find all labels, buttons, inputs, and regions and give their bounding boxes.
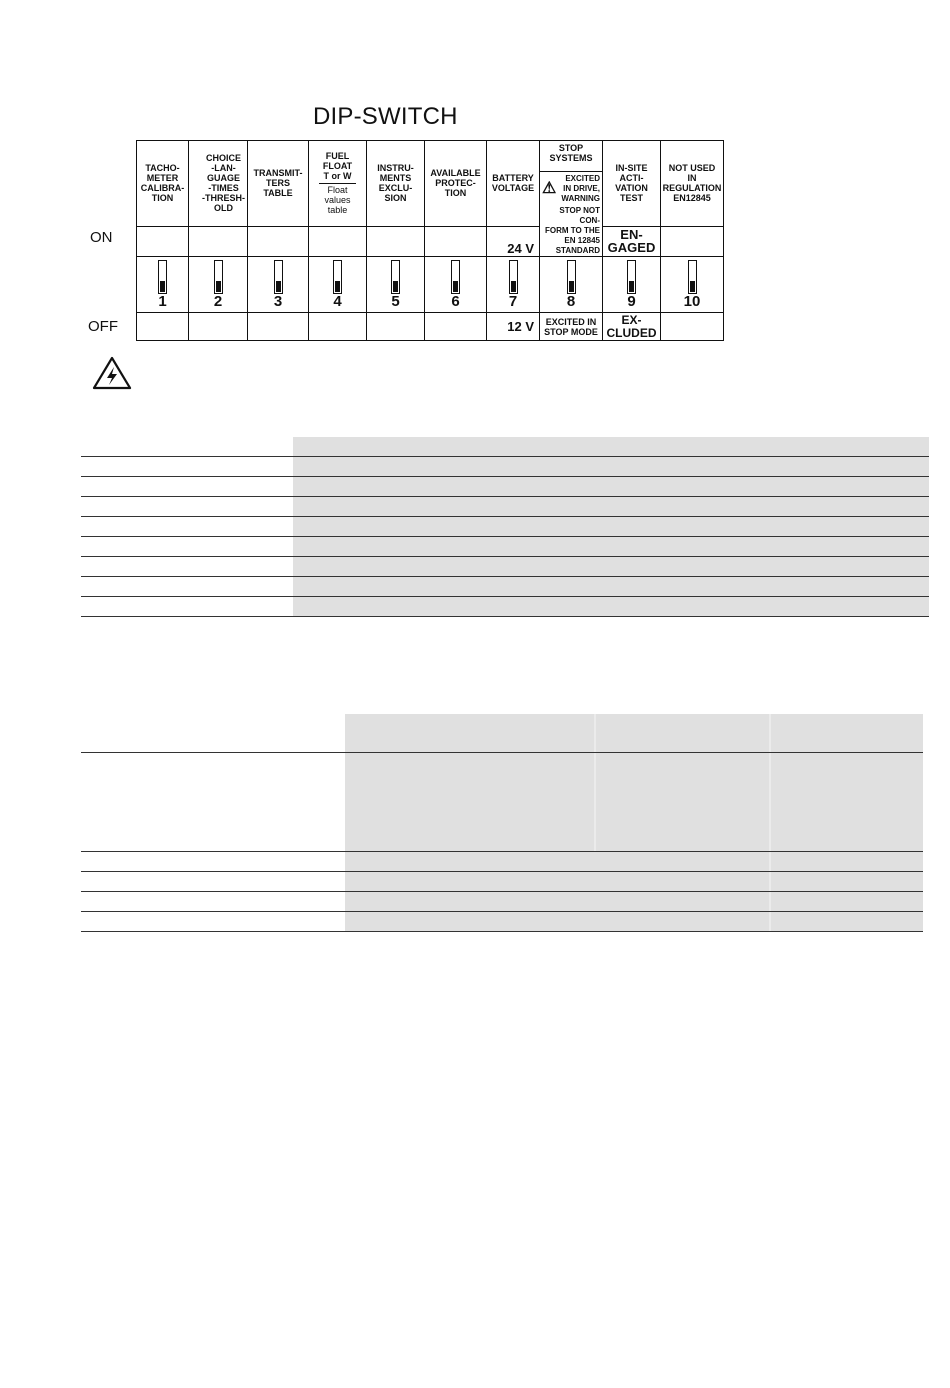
high-voltage-warning-icon: [92, 356, 132, 390]
off-cell-1: [137, 313, 189, 341]
off-cell-5: [367, 313, 425, 341]
dip-switch-6[interactable]: 6: [425, 257, 487, 313]
on-cell-6: [425, 226, 487, 256]
on-cell-3: [248, 226, 309, 256]
off-cell-4: [309, 313, 367, 341]
header-stop-systems: STOP SYSTEMS ⚠ EXCITED IN DRIVE, WARNING STOP NOT CON- FORM TO THE EN 12845 STANDARD: [540, 141, 603, 257]
header-instruments-exclusion: INSTRU- MENTS EXCLU- SION: [367, 141, 425, 227]
dip-switch-7[interactable]: 7: [487, 257, 540, 313]
dip-switch-3[interactable]: 3: [248, 257, 309, 313]
on-cell-1: [137, 226, 189, 256]
dip-switch-5[interactable]: 5: [367, 257, 425, 313]
header-not-used-in-regulation: NOT USED IN REGULATION EN12845: [661, 141, 724, 227]
stop-on-value: STOP NOT CON- FORM TO THE EN 12845 STANDARD: [545, 206, 600, 255]
dip-switch-table: [136, 140, 724, 341]
header-available-protection: AVAILABLE PROTEC- TION: [425, 141, 487, 227]
header-fuel-float: FUEL FLOAT T or W Float values table: [309, 141, 367, 227]
off-cell-10: [661, 313, 724, 341]
on-cell-2: [189, 226, 248, 256]
dip-switch-4[interactable]: 4: [309, 257, 367, 313]
off-cell-3: [248, 313, 309, 341]
header-transmitters-table: TRANSMIT- TERS TABLE: [248, 141, 309, 227]
battery-off-value: 12 V: [487, 313, 540, 341]
dip-switch-title: DIP-SWITCH: [313, 103, 458, 130]
on-row-label: ON: [90, 229, 113, 246]
dip-switch-9[interactable]: 9: [603, 257, 661, 313]
off-cell-2: [189, 313, 248, 341]
stop-off-value: EXCITED IN STOP MODE: [540, 313, 603, 341]
warning-icon: ⚠: [542, 180, 557, 197]
test-off-value: EX- CLUDED: [603, 313, 661, 341]
header-choice-language: CHOICE -LAN- GUAGE -TIMES -THRESH- OLD: [189, 141, 248, 227]
on-cell-10: [661, 226, 724, 256]
dip-switch-2[interactable]: 2: [189, 257, 248, 313]
battery-on-value: 24 V: [487, 226, 540, 256]
off-cell-6: [425, 313, 487, 341]
header-tachometer-calibration: TACHO- METER CALIBRA- TION: [137, 141, 189, 227]
dip-switch-10[interactable]: 10: [661, 257, 724, 313]
test-on-value: EN- GAGED: [603, 226, 661, 256]
fuel-float-values-table: Float values table: [324, 185, 351, 215]
on-cell-5: [367, 226, 425, 256]
dip-switch-8[interactable]: 8: [540, 257, 603, 313]
header-in-site-activation-test: IN-SITE ACTI- VATION TEST: [603, 141, 661, 227]
dip-switch-1[interactable]: 1: [137, 257, 189, 313]
off-row-label: OFF: [88, 318, 118, 335]
header-battery-voltage: BATTERY VOLTAGE: [487, 141, 540, 227]
on-cell-4: [309, 226, 367, 256]
